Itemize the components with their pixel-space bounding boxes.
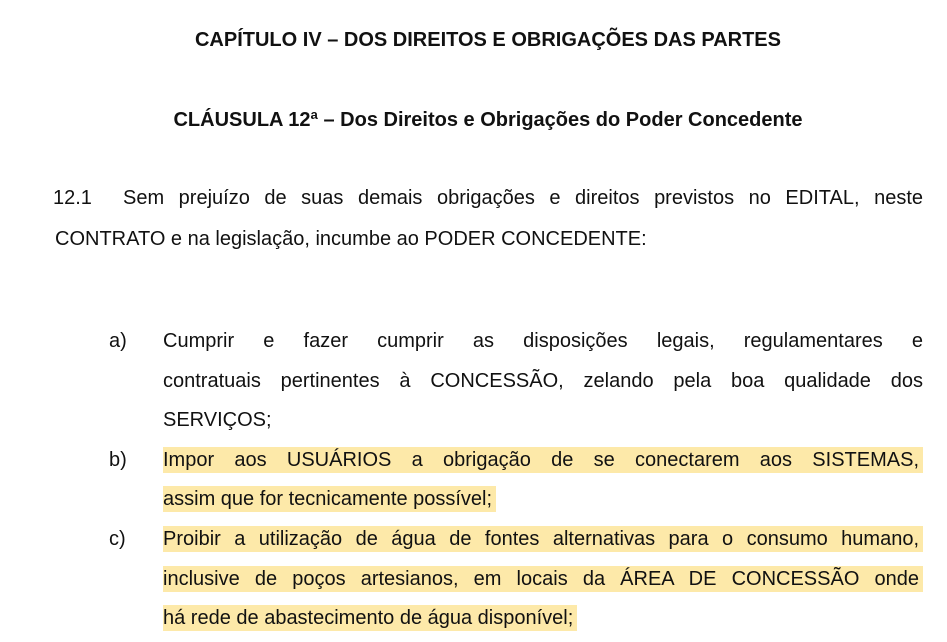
section-number: 12.1 (53, 187, 92, 209)
item-a-line1: Cumprir e fazer cumprir as disposições legais, regulamentares e (163, 330, 923, 352)
chapter-title: CAPÍTULO IV – DOS DIREITOS E OBRIGAÇÕES DAS PARTES (194, 29, 781, 51)
item-label-b: b) (109, 449, 127, 471)
item-b-line1-highlighted: Impor aos USUÁRIOS a obrigação de se conectarem aos SISTEMAS, (163, 447, 923, 473)
item-a-line3: SERVIÇOS; (163, 409, 272, 431)
section-text-line1: Sem prejuízo de suas demais obrigações e direitos previstos no EDITAL, neste (123, 187, 923, 209)
item-a-line2: contratuais pertinentes à CONCESSÃO, zelando pela boa qualidade dos (163, 370, 923, 392)
item-label-a: a) (109, 330, 127, 352)
item-label-c: c) (109, 528, 126, 550)
item-b-line2-highlighted: assim que for tecnicamente possível; (163, 486, 496, 512)
clause-title: CLÁUSULA 12ª – Dos Direitos e Obrigações do Poder Concedente (173, 109, 803, 131)
section-text-line2: CONTRATO e na legislação, incumbe ao PODER CONCEDENTE: (55, 228, 647, 250)
item-c-line3-highlighted: há rede de abastecimento de água disponível; (163, 605, 577, 631)
item-c-line2-highlighted: inclusive de poços artesianos, em locais da ÁREA DE CONCESSÃO onde (163, 566, 923, 592)
item-c-line1-highlighted: Proibir a utilização de água de fontes alternativas para o consumo humano, (163, 526, 923, 552)
